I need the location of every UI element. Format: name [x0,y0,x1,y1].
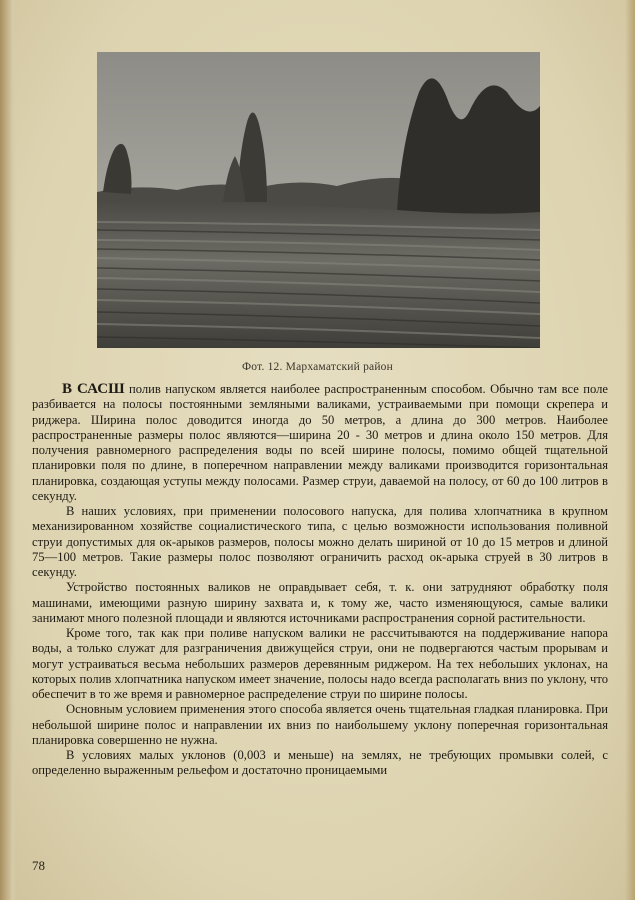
paragraph-1 [32,382,608,504]
paragraph-lead: В САСШ [62,381,125,397]
field-photo [97,52,540,348]
paragraph-6: В условиях малых уклонов (0,003 и меньше) на землях, не требующих промывки солей, с определенно выраженным рельефом и достаточно проницаемыми [32,748,608,778]
paragraph-4: Кроме того, так как при поливе напуском валики не рассчитываются на поддерживание напора воды, а только служат для разграничения движущейся струи, они не подвергаются частым прорывам и могут устраиваться весьма небольших размеров деревянным риджером. На тех небольших уклонах, на которых полив хлопчатника напуском имеет значение, полосы надо всегда располагать вниз по уклону, что обеспечит в то же время и равномерное распределение струи по ширине полосы. [32,626,608,701]
paragraph-3: Устройство постоянных валиков не оправдывает себя, т. к. они затрудняют обработку поля машинами, имеющими разную ширину захвата и, к тому же, часто изменяющуюся, самые валики занимают много полезной площади и являются источниками распространения сорной растительности. [32,580,608,625]
page-edge-left [0,0,16,900]
page-number: 78 [32,858,45,873]
body-text [32,382,608,779]
paragraph-2: В наших условиях, при применении полосового напуска, для полива хлопчатника в крупном механизированном хозяйстве социалистического типа, с целью возможности использования поливной струи допустимых для ок-арыков размеров, полосы можно делать шириной от 10 до 15 метров и длиной 75—100 метров. Такие размеры полос позволяют ограничить расход ок-арыка струей в 30 литров в секунду. [32,504,608,579]
paragraph-5: Основным условием применения этого способа является очень тщательная гладкая планировка. При небольшой ширине полос и направлении их вниз по наибольшему уклону поперечная горизонтальная планировка совершенно не нужна. [32,702,608,747]
photo-caption: Фот. 12. Мархаматский район [242,361,393,373]
page-edge-right [625,0,635,900]
field-photo-icon [97,52,540,348]
paragraph-1-text: полив напуском является наиболее распространенным способом. Обычно там все поле разбивается на полосы постоянными земляными валиками, устраиваемыми при помощи скрепера и риджера. Ширина полос доводится иногда до 50 метров, а длина до 300 метров. Наиболее распространенные размеры полос являются—ширина 20 - 30 метров и длина около 150 метров. Для получения равномерного распределения воды по всей ширине полосы, помимо общей тщательной планировки поля по длине, в поперечном направлении между валиками производится горизонтальная планировка, создающая уступы между полосами. Размер струи, даваемой на полосу, от 60 до 100 литров в секунду. [32,382,608,503]
